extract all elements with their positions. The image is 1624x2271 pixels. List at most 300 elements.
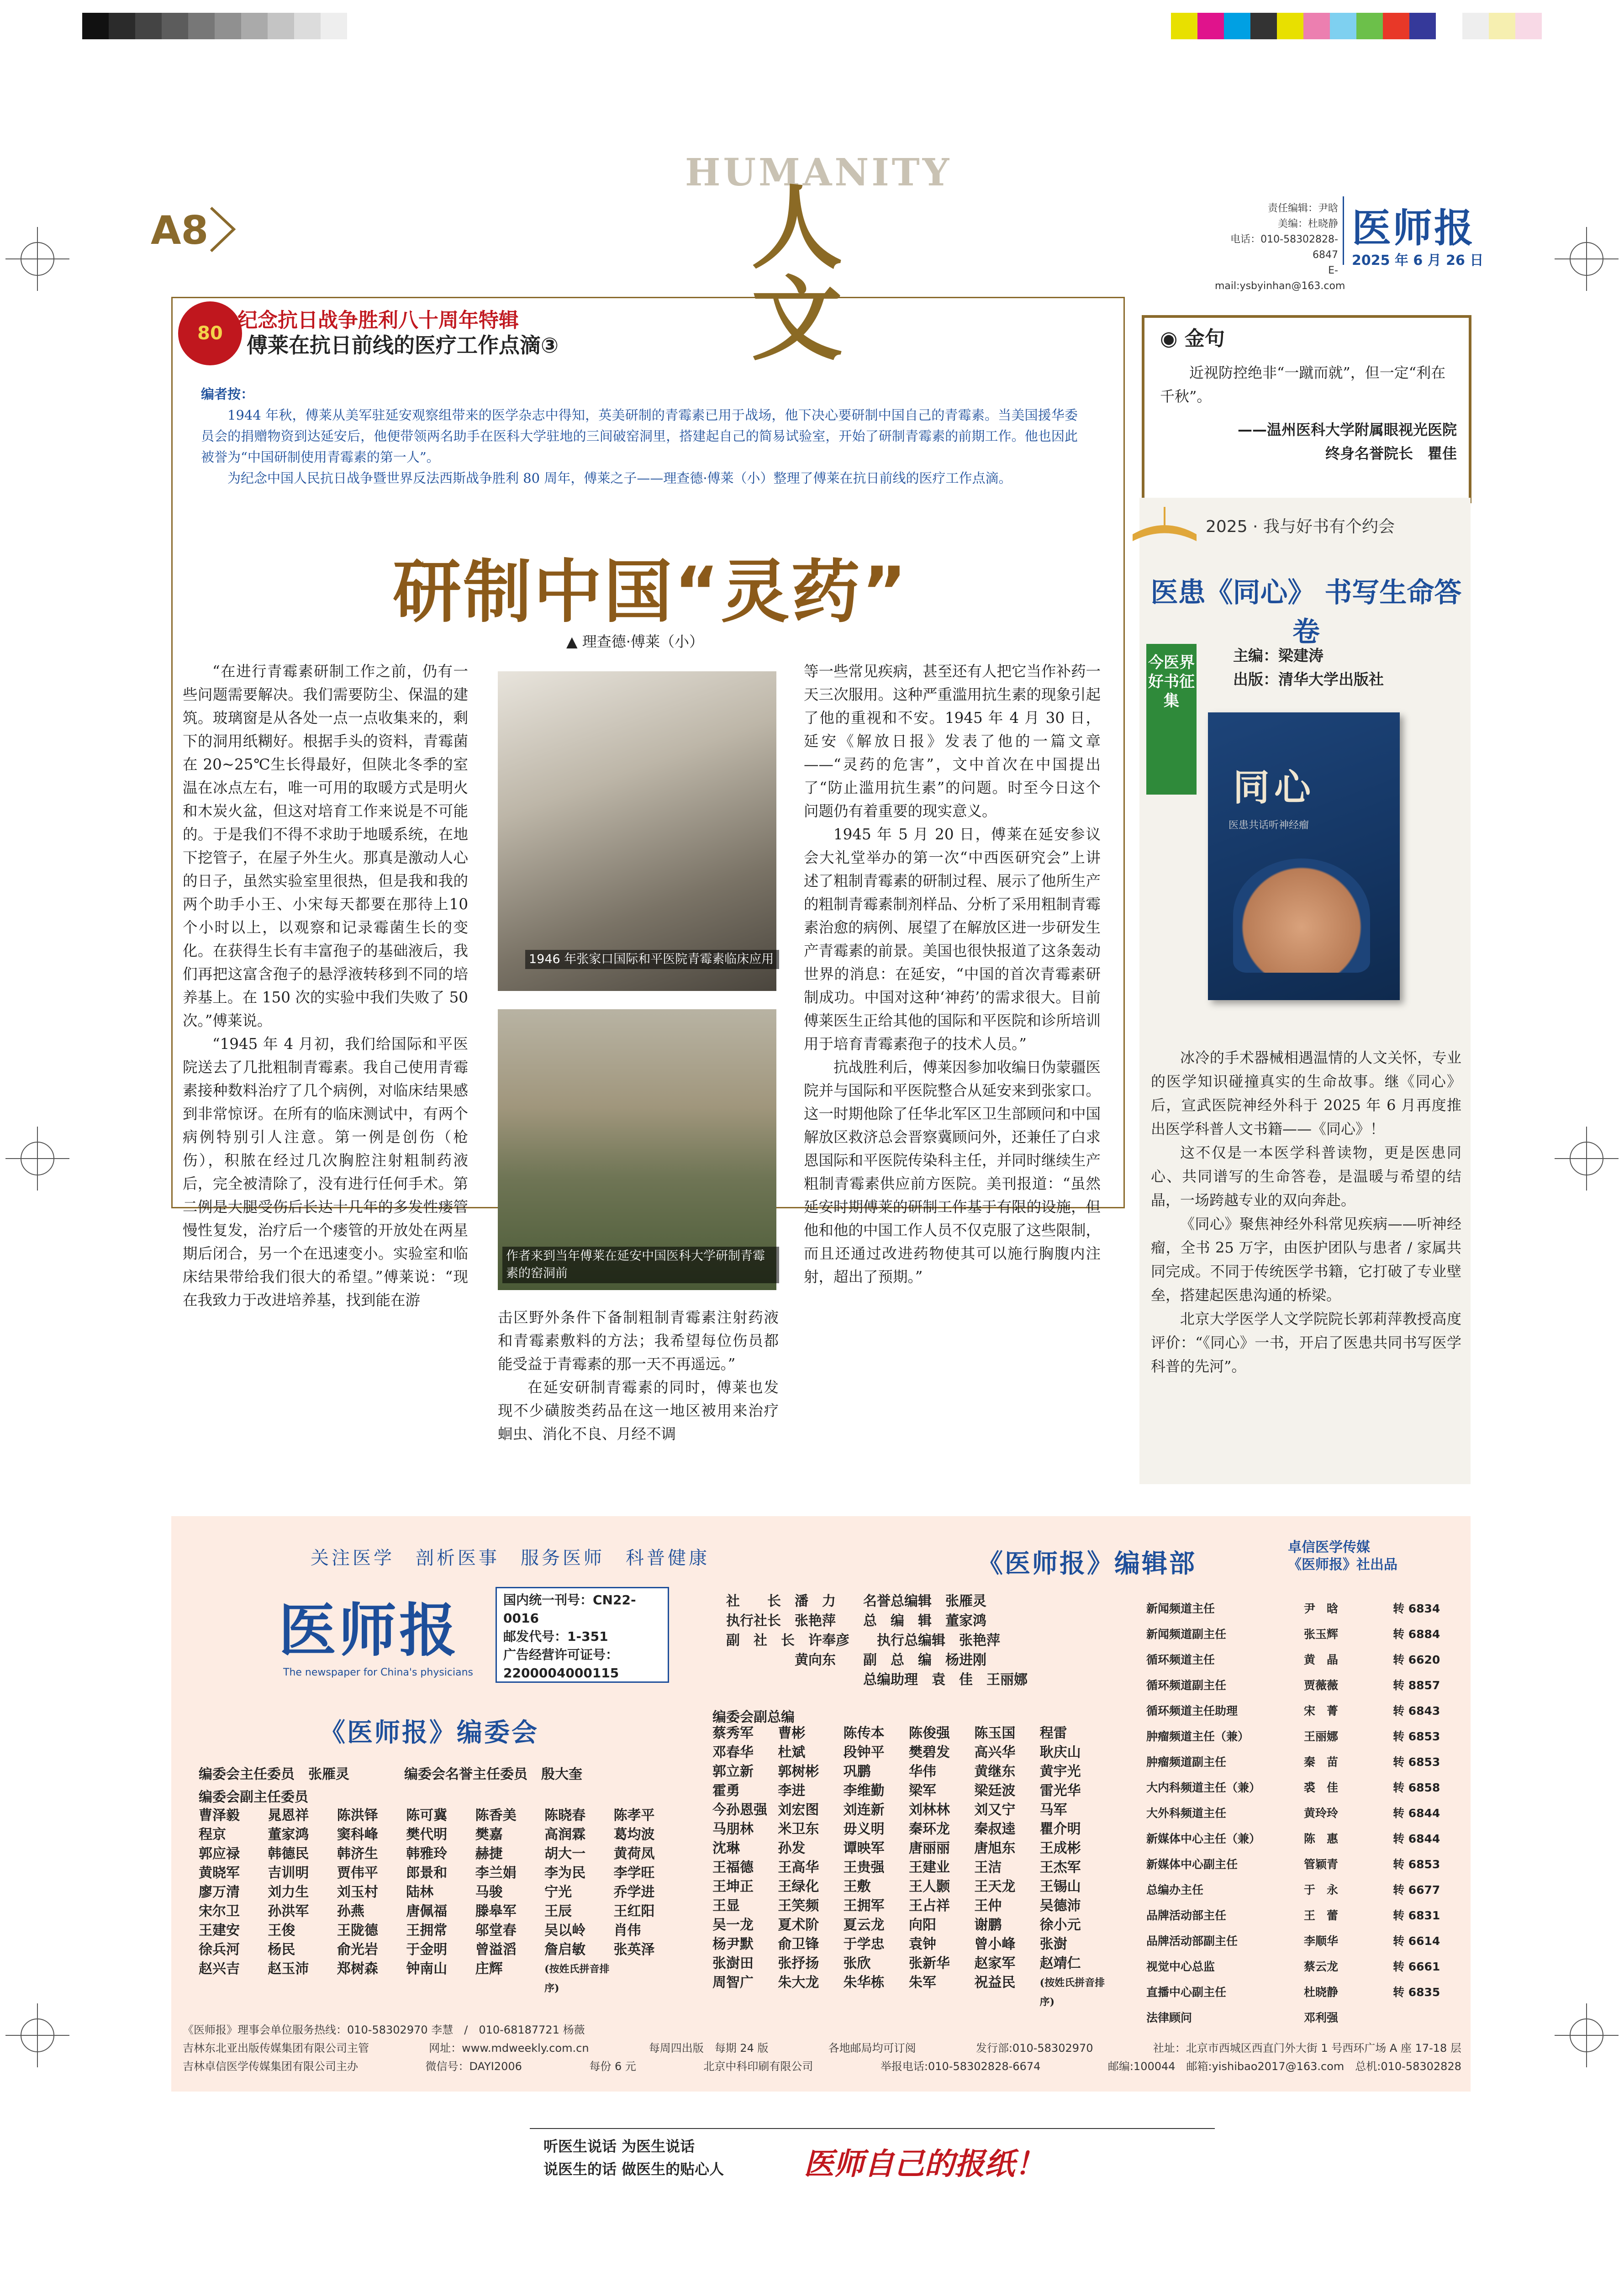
member-name: 樊嘉 xyxy=(475,1827,503,1843)
member-name: 黄晓军 xyxy=(199,1865,240,1881)
channel-row xyxy=(1146,1877,1461,1903)
channel-person: 陈 惠 xyxy=(1304,1832,1339,1845)
editor-note xyxy=(201,384,1078,489)
member-name: 郭树彬 xyxy=(778,1764,819,1780)
member-name: 徐兵河 xyxy=(199,1942,240,1958)
member-name: 吴以岭 xyxy=(544,1923,586,1939)
member-name: 杨民 xyxy=(268,1942,295,1958)
channel-ext: 转 6884 xyxy=(1393,1628,1440,1641)
channel-role: 新媒体中心主任（兼） xyxy=(1146,1832,1261,1845)
member-name: 霍勇 xyxy=(712,1783,740,1799)
channel-row xyxy=(1146,1749,1461,1775)
member-name: 杨尹默 xyxy=(712,1936,754,1952)
member-name: 王洁 xyxy=(974,1860,1002,1876)
member-name: 俞光岩 xyxy=(337,1942,378,1958)
photo-caption: 作者来到当年傅莱在延安中国医科大学研制青霉素的窑洞前 xyxy=(502,1247,779,1283)
registration-mark xyxy=(1570,2018,1603,2052)
anniversary-badge: 80 xyxy=(178,301,242,365)
member-name: 沈琳 xyxy=(712,1840,740,1856)
motto-tagline: 医师自己的报纸！ xyxy=(804,2146,1045,2181)
channel-row xyxy=(1146,1647,1461,1673)
registration-mark xyxy=(21,1142,54,1175)
deputy-editors-title: 编委会副总编 xyxy=(712,1709,795,1725)
member-name: 瞿介明 xyxy=(1039,1821,1081,1837)
channel-person: 张玉辉 xyxy=(1304,1628,1339,1641)
historic-photo xyxy=(498,671,776,991)
note-paragraph: 1944 年秋，傅莱从美军驻延安观察组带来的医学杂志中得知，英美研制的青霉素已用于战场，他下决心要研制中国自己的青霉素。当美国援华委员会的捐赠物资到达延安后，他便带领两名助手在医科大学驻地的三间破窑洞里，搭建起自己的简易试验室，开始了研制青霉素的前期工作。他也因此被誉为“中国研制使用青霉素的第一人”。 xyxy=(201,407,1078,465)
channel-person: 宋 菁 xyxy=(1304,1704,1339,1718)
newspaper-logo: 医师报 xyxy=(279,1597,459,1664)
note-label: 编者按： xyxy=(201,386,254,402)
committee-title: 《医师报》编委会 xyxy=(320,1718,539,1748)
quote-title-text: 金句 xyxy=(1184,327,1225,350)
photo-caption: 1946 年张家口国际和平医院青霉素临床应用 xyxy=(525,950,779,969)
member-name: 巩鹏 xyxy=(843,1764,871,1780)
series-label: 纪念抗日战争胜利八十周年特辑 xyxy=(237,309,519,332)
note-paragraph: 为纪念中国人民抗日战争暨世界反法西斯战争胜利 80 周年，傅莱之子——理查德·傅莱（小）整理了傅莱在抗日前线的医疗工作点滴。 xyxy=(227,470,1012,486)
member-name: 陈孝平 xyxy=(613,1807,655,1823)
member-name: 程京 xyxy=(199,1827,226,1843)
member-name: 王绿化 xyxy=(778,1879,819,1895)
pub-line: 广告经营许可证号： xyxy=(503,1647,619,1662)
motto-line: 听医生说话 为医生说话 xyxy=(543,2138,695,2155)
member-name: 陆林 xyxy=(406,1884,434,1900)
registration-mark xyxy=(21,2018,54,2052)
channel-row xyxy=(1146,1775,1461,1801)
leader-row: 执行社长 张艳萍 总 编 辑 董家鸿 xyxy=(726,1613,986,1629)
member-name: 晁恩祥 xyxy=(268,1807,309,1823)
member-name: 乔学进 xyxy=(613,1884,655,1900)
channel-person: 贾薇薇 xyxy=(1304,1679,1339,1692)
publisher-sub: 《医师报》社出品 xyxy=(1288,1557,1397,1573)
channel-role: 大内科频道主任（兼） xyxy=(1146,1781,1261,1794)
section-title-en: HUMANITY xyxy=(685,151,952,195)
channel-row xyxy=(1146,1673,1461,1698)
channel-ext: 转 6853 xyxy=(1393,1755,1440,1769)
footer-item: 网址：www.mdweekly.com.cn xyxy=(429,2042,589,2055)
member-name: 郎景和 xyxy=(406,1865,448,1881)
member-name: 周智广 xyxy=(712,1975,754,1991)
channel-role: 新闻频道主任 xyxy=(1146,1602,1215,1615)
member-name: 王敷 xyxy=(843,1879,871,1895)
channel-role: 循环频道主任助理 xyxy=(1146,1704,1238,1718)
footer-item: 北京中科印刷有限公司 xyxy=(703,2060,813,2073)
member-name: 耿庆山 xyxy=(1039,1744,1081,1760)
footer-row xyxy=(183,2021,1461,2039)
channel-role: 总编办主任 xyxy=(1146,1883,1204,1897)
member-name: 朱大龙 xyxy=(778,1975,819,1991)
channel-role: 法律顾问 xyxy=(1146,2011,1192,2024)
member-name: 蔡秀军 xyxy=(712,1725,754,1741)
member-name: 王显 xyxy=(712,1898,740,1914)
member-name: 王仲 xyxy=(974,1898,1002,1914)
channel-ext: 转 6834 xyxy=(1393,1602,1440,1615)
channel-person: 王 蕾 xyxy=(1304,1909,1339,1922)
member-name: 杜斌 xyxy=(778,1744,806,1760)
footer-item: 每份 6 元 xyxy=(589,2060,636,2073)
member-name: 陈可冀 xyxy=(406,1807,448,1823)
member-name: 今孙恩强 xyxy=(712,1802,767,1818)
member-name: 袁钟 xyxy=(908,1936,936,1952)
registration-mark xyxy=(1570,242,1603,276)
channel-role: 大外科频道主任 xyxy=(1146,1807,1227,1820)
channel-person: 李顺华 xyxy=(1304,1934,1339,1948)
footer-item: 邮编:100044 邮箱:yishibao2017@163.com 总机:010-58302828 xyxy=(1107,2060,1461,2073)
member-name: 王锡山 xyxy=(1039,1879,1081,1895)
quote-title: ◉ 金句 xyxy=(1160,327,1225,350)
footer-item: 发行部:010-58302970 xyxy=(975,2042,1093,2055)
member-name: 郭立新 xyxy=(712,1764,754,1780)
member-name: 陈香美 xyxy=(475,1807,517,1823)
member-name: 夏术阶 xyxy=(778,1917,819,1933)
member-name: 梁军 xyxy=(908,1783,936,1799)
member-name: 王成彬 xyxy=(1039,1840,1081,1856)
member-name: 秦环龙 xyxy=(908,1821,950,1837)
member-name: 曹泽毅 xyxy=(199,1807,240,1823)
member-name: 于学忠 xyxy=(843,1936,885,1952)
member-name: 詹启敏 xyxy=(544,1942,586,1958)
byline: ▲ 理查德·傅莱（小） xyxy=(566,633,704,650)
channel-person: 裘 佳 xyxy=(1304,1781,1339,1794)
footer-item: 吉林卓信医学传媒集团有限公司主办 xyxy=(183,2060,358,2073)
channel-role: 肿瘤频道副主任 xyxy=(1146,1755,1227,1769)
member-name: 邬堂春 xyxy=(475,1923,517,1939)
editor-line: 电话：010-58302828-6847 xyxy=(1230,234,1338,261)
member-name: 唐旭东 xyxy=(974,1840,1016,1856)
editor-line: 美编：杜晓静 xyxy=(1277,218,1338,230)
member-name: 孙洪军 xyxy=(268,1903,309,1919)
member-name: 刘又宁 xyxy=(974,1802,1016,1818)
channel-row xyxy=(1146,1724,1461,1749)
vice-chairs-list xyxy=(199,1806,683,1998)
member-name: 刘力生 xyxy=(268,1884,309,1900)
member-name: 廖万清 xyxy=(199,1884,240,1900)
member-name: (按姓氏拼音排序) xyxy=(544,1963,610,1994)
paragraph: 抗战胜利后，傅莱因参加收编日伪蒙疆医院并与国际和平医院整合从延安来到张家口。这一时期他除了任华北军区卫生部顾问和中国解放区救济总会晋察冀顾问外，还兼任了白求恩国际和平医院传染科主任，并同时继续生产粗制青霉素供应前方医院。美刊报道：“虽然延安时期傅莱的研制工作基于有限的设施，但他和他的中国工作人员不仅克服了这些限制，而且还通过改进药物使其可以施行胸腹内注射，超出了预期。” xyxy=(804,1059,1101,1286)
member-name: 贾伟平 xyxy=(337,1865,378,1881)
member-name: 肖伟 xyxy=(613,1923,641,1939)
leadership-list xyxy=(726,1591,1028,1690)
member-name: 程雷 xyxy=(1039,1725,1067,1741)
series-subtitle: 傅莱在抗日前线的医疗工作点滴③ xyxy=(247,333,559,358)
channel-person: 邓利强 xyxy=(1304,2011,1339,2024)
channel-person: 黄玲玲 xyxy=(1304,1807,1339,1820)
member-name: 祝益民 xyxy=(974,1975,1016,1991)
publisher-logo xyxy=(1288,1539,1397,1574)
article-column xyxy=(804,660,1101,1289)
channel-person: 尹 晗 xyxy=(1304,1602,1339,1615)
channel-role: 新媒体中心副主任 xyxy=(1146,1858,1238,1871)
member-name: 陈晓春 xyxy=(544,1807,586,1823)
quote-text: 近视防控绝非“一蹴而就”，但一定“利在千秋”。 xyxy=(1160,364,1446,405)
channel-role: 视觉中心总监 xyxy=(1146,1960,1215,1973)
channel-row xyxy=(1146,1826,1461,1852)
member-name: 胡大一 xyxy=(544,1846,586,1862)
publication-info xyxy=(496,1587,669,1683)
channel-row xyxy=(1146,1980,1461,2005)
quote-source-line: ——温州医科大学附属眼视光医院 xyxy=(1237,421,1457,438)
channel-ext: 转 6853 xyxy=(1393,1858,1440,1871)
leader-row: 社 长 潘 力 名誉总编辑 张雁灵 xyxy=(726,1593,986,1609)
channel-role: 直播中心副主任 xyxy=(1146,1986,1227,1999)
cover-title: 同心 xyxy=(1233,766,1315,809)
channel-row xyxy=(1146,1929,1461,1954)
member-name: 黄宇光 xyxy=(1039,1764,1081,1780)
channel-directory xyxy=(1146,1596,1461,2031)
member-name: 郭应禄 xyxy=(199,1846,240,1862)
channel-row xyxy=(1146,1801,1461,1826)
paragraph: “在进行青霉素研制工作之前，仍有一些问题需要解决。我们需要防尘、保温的建筑。玻璃窗是从各处一点一点收集来的，剩下的洞用纸糊好。根据手头的资料，青霉菌在 20~25℃生长得最好，但陕北冬季的室温在冰点左右，唯一可用的取暖方式是明火和木炭火盆，但这对培育工作来说是不可能的。于是我们不得不求助于地暖系统，在地下挖管子，在屋子外生火。那真是激动人心的日子，虽然实验室里很热，但是我和我的两个助手小王、小宋每天都要在那待上10个小时以上，以观察和记录霉菌生长的变化。在获得生长有丰富孢子的基础液后，我们再把这富含孢子的悬浮液转移到不同的培养基上。在 150 次的实验中我们失败了 50 次。”傅莱说。 xyxy=(183,663,468,1029)
quote-source-line: 终身名誉院长 瞿佳 xyxy=(1325,445,1457,462)
member-name: 董家鸿 xyxy=(268,1827,309,1843)
member-name: 李兰娟 xyxy=(475,1865,517,1881)
channel-person: 黄 晶 xyxy=(1304,1653,1339,1666)
member-name: 王贵强 xyxy=(843,1860,885,1876)
member-name: 王红阳 xyxy=(613,1903,655,1919)
member-name: 王俊 xyxy=(268,1923,295,1939)
footer-item: 微信号：DAYI2006 xyxy=(425,2060,522,2073)
member-name: 王拥军 xyxy=(843,1898,885,1914)
member-name: 王福德 xyxy=(712,1860,754,1876)
member-name: 李学旺 xyxy=(613,1865,655,1881)
channel-role: 循环频道副主任 xyxy=(1146,1679,1227,1692)
registration-mark xyxy=(21,242,54,276)
footer-item: 社址：北京市西城区西直门外大街 1 号西环广场 A 座 17-18 层 xyxy=(1153,2042,1461,2055)
book-headline: 医患《同心》 书写生命答卷 xyxy=(1150,577,1462,648)
member-name: 王坤正 xyxy=(712,1879,754,1895)
member-name: 华伟 xyxy=(908,1764,936,1780)
member-name: 张欣 xyxy=(843,1955,871,1971)
member-name: 王杰军 xyxy=(1039,1860,1081,1876)
member-name: 陈传本 xyxy=(843,1725,885,1741)
member-name: 马朋林 xyxy=(712,1821,754,1837)
member-name: 王陇德 xyxy=(337,1923,378,1939)
member-name: 王建安 xyxy=(199,1923,240,1939)
leader-row: 副 社 长 许奉彦 执行总编辑 张艳萍 xyxy=(726,1633,1000,1649)
member-name: 宁光 xyxy=(544,1884,572,1900)
member-name: 宋尔卫 xyxy=(199,1903,240,1919)
footer-item: 吉林东北亚出版传媒集团有限公司主管 xyxy=(183,2042,369,2055)
member-name: 高润霖 xyxy=(544,1827,586,1843)
footer-info xyxy=(183,2021,1461,2076)
gray-calibration-bar xyxy=(82,13,347,39)
member-name: 唐丽丽 xyxy=(908,1840,950,1856)
member-name: 刘连新 xyxy=(843,1802,885,1818)
member-name: 刘玉村 xyxy=(337,1884,378,1900)
channel-person: 于 永 xyxy=(1304,1883,1339,1897)
divider xyxy=(530,2128,1215,2129)
member-name: 李维勤 xyxy=(843,1783,885,1799)
member-name: 高兴华 xyxy=(974,1744,1016,1760)
pub-line: 2200004000115 xyxy=(503,1665,619,1681)
member-name: 于金明 xyxy=(406,1942,448,1958)
member-name: 王天龙 xyxy=(974,1879,1016,1895)
member-name: 王占祥 xyxy=(908,1898,950,1914)
book-description xyxy=(1151,1046,1461,1378)
footer-item: 举报电话:010-58302828-6674 xyxy=(880,2060,1041,2073)
channel-ext: 转 6858 xyxy=(1393,1781,1440,1794)
member-name: 刘宏图 xyxy=(778,1802,819,1818)
member-name: 王高华 xyxy=(778,1860,819,1876)
editorial-dept-title: 《医师报》编辑部 xyxy=(977,1549,1197,1579)
member-name: 王笑频 xyxy=(778,1898,819,1914)
member-name: 谭映军 xyxy=(843,1840,885,1856)
channel-row xyxy=(1146,1698,1461,1724)
member-name: 庄辉 xyxy=(475,1961,503,1977)
channel-row xyxy=(1146,1903,1461,1929)
channel-ext: 转 6614 xyxy=(1393,1934,1440,1948)
book-editor: 主编：梁建涛 xyxy=(1233,647,1323,664)
member-name: 秦叔逵 xyxy=(974,1821,1016,1837)
channel-ext: 转 6835 xyxy=(1393,1986,1440,1999)
section-title: 人文 xyxy=(751,174,875,373)
paragraph: 北京大学医学人文学院院长郭莉萍教授高度评价：“《同心》一书，开启了医患共同书写医学科普的先河”。 xyxy=(1151,1310,1461,1375)
channel-ext: 转 6661 xyxy=(1393,1960,1440,1973)
footer-row xyxy=(183,2057,1461,2076)
quote-source xyxy=(1169,418,1457,465)
member-name: 俞卫锋 xyxy=(778,1936,819,1952)
footer-item: 《医师报》理事会单位服务热线：010-58302970 李慧 / 010-68187721 杨薇 xyxy=(183,2023,585,2036)
member-name: 赵家军 xyxy=(974,1955,1016,1971)
channel-ext: 转 6677 xyxy=(1393,1883,1440,1897)
footer-item: 各地邮局均可订阅 xyxy=(828,2042,916,2055)
paragraph: 冰冷的手术器械相遇温情的人文关怀，专业的医学知识碰撞真实的生命故事。继《同心》后，宣武医院神经外科于 2025 年 6 月再度推出医学科普人文书籍——《同心》！ xyxy=(1151,1049,1461,1138)
member-name: 吴一龙 xyxy=(712,1917,754,1933)
masthead-logo: 医师报 xyxy=(1352,205,1475,251)
newspaper-logo-en: The newspaper for China's physicians xyxy=(283,1667,474,1678)
member-name: 郑树森 xyxy=(337,1961,378,1977)
channel-ext: 转 6844 xyxy=(1393,1832,1440,1845)
leader-row: 总编助理 袁 佳 王丽娜 xyxy=(726,1672,1028,1688)
member-name: 滕皋军 xyxy=(475,1903,517,1919)
paragraph: “1945 年 4 月初，我们给国际和平医院送去了几批粗制青霉素。我自己使用青霉素接种数料治疗了几个病例，对临床结果感到非常惊讶。在所有的临床测试中，有两个病例特别引人注意。第一例是创伤（枪伤），积脓在经过几次胸腔注射粗制药液后，完全被清除了，没有进行任何手术。第二例是大腿受伤后长达十几年的多发性瘘管慢性复发，治疗后一个瘘管的开放处在两星期后闭合，另一个在迅速变小。实验室和临床结果带给我们很大的希望。”傅莱说：“现在我致力于改进培养基，找到能在游 xyxy=(183,1035,468,1309)
member-name: 樊代明 xyxy=(406,1827,448,1843)
member-name: 王拥常 xyxy=(406,1923,448,1939)
member-name: 赵玉沛 xyxy=(268,1961,309,1977)
channel-person: 王丽娜 xyxy=(1304,1730,1339,1743)
book-tag: 2025 · 我与好书有个约会 xyxy=(1206,517,1395,536)
channel-role: 品牌活动部副主任 xyxy=(1146,1934,1238,1948)
book-ribbon: 今医界好书征集 xyxy=(1146,644,1197,795)
member-name: 段钟平 xyxy=(843,1744,885,1760)
member-name: 张抒扬 xyxy=(778,1955,819,1971)
publisher-name: 卓信医学传媒 xyxy=(1288,1539,1370,1555)
article-column xyxy=(498,1306,779,1446)
chevron-right-icon xyxy=(206,205,238,253)
member-name: 谢鹏 xyxy=(974,1917,1002,1933)
member-name: 孙燕 xyxy=(337,1903,364,1919)
channel-ext: 转 6844 xyxy=(1393,1807,1440,1820)
member-name: 曹彬 xyxy=(778,1725,806,1741)
committee-chairs: 编委会主任委员 张雁灵 编委会名誉主任委员 殷大奎 xyxy=(199,1766,582,1782)
deputy-editors-list xyxy=(712,1724,1105,2012)
member-name: 刘林林 xyxy=(908,1802,950,1818)
member-name: 陈玉国 xyxy=(974,1725,1016,1741)
footer-item: 每周四出版 每期 24 版 xyxy=(649,2042,769,2055)
member-name: 毋义明 xyxy=(843,1821,885,1837)
member-name: 李进 xyxy=(778,1783,806,1799)
member-name: 张澍田 xyxy=(712,1955,754,1971)
pub-line: 国内统一刊号：CN22-0016 xyxy=(503,1592,636,1626)
paragraph: 击区野外条件下备制粗制青霉素注射药液和青霉素敷料的方法；我希望每位伤员都能受益于青霉素的那一天不再遥远。” xyxy=(498,1309,779,1373)
member-name: 赫捷 xyxy=(475,1846,503,1862)
member-name: 李为民 xyxy=(544,1865,586,1881)
article-column xyxy=(183,660,468,1312)
member-name: 向阳 xyxy=(908,1917,936,1933)
cover-subtitle: 医患共话听神经瘤 xyxy=(1229,820,1309,831)
editor-info xyxy=(1215,201,1345,294)
book-publisher: 出版：清华大学出版社 xyxy=(1233,670,1384,688)
member-name: 朱军 xyxy=(908,1975,936,1991)
channel-person: 杜晓静 xyxy=(1304,1986,1339,1999)
channel-person: 蔡云龙 xyxy=(1304,1960,1339,1973)
paragraph: 《同心》聚焦神经外科常见疾病——听神经瘤，全书 25 万字，由医护团队与患者 / 家属共同完成。不同于传统医学书籍，它打破了专业壁垒，搭建起医患沟通的桥梁。 xyxy=(1151,1215,1461,1304)
member-name: 吴德沛 xyxy=(1039,1898,1081,1914)
divider xyxy=(1343,196,1344,265)
member-name: 韩雅玲 xyxy=(406,1846,448,1862)
member-name: 张英泽 xyxy=(613,1942,655,1958)
member-name: 徐小元 xyxy=(1039,1917,1081,1933)
paragraph: 1945 年 5 月 20 日，傅莱在延安参议会大礼堂举办的第一次“中西医研究会”上讲述了粗制青霉素的研制过程、展示了他所生产的粗制青霉素制剂样品、分析了采用粗制青霉素治愈的病例、展望了在解放区进一步研发生产青霉素的前景。美国也很快报道了这条轰动世界的消息：在延安，“中国的首次青霉素研制成功。中国对这种‘神药’的需求很大。目前傅莱医生正给其他的国际和平医院和诊所培训用于培育青霉素孢子的技术人员。” xyxy=(804,826,1101,1053)
member-name: 陈洪铎 xyxy=(337,1807,378,1823)
member-name: 葛均波 xyxy=(613,1827,655,1843)
motto-line: 说医生的话 做医生的贴心人 xyxy=(543,2160,724,2178)
member-name: 王辰 xyxy=(544,1903,572,1919)
member-name: 唐佩福 xyxy=(406,1903,448,1919)
slogan: 关注医学 剖析医事 服务医师 科普健康 xyxy=(311,1548,710,1569)
channel-role: 新闻频道副主任 xyxy=(1146,1628,1227,1641)
channel-person: 秦 苗 xyxy=(1304,1755,1339,1769)
member-name: 邓春华 xyxy=(712,1744,754,1760)
page-number: A8 xyxy=(151,208,209,253)
member-name: 孙发 xyxy=(778,1840,806,1856)
paragraph: 在延安研制青霉素的同时，傅莱也发现不少磺胺类药品在这一地区被用来治疗蛔虫、消化不良、月经不调 xyxy=(498,1379,779,1443)
channel-ext: 转 6843 xyxy=(1393,1704,1440,1718)
member-name: (按姓氏拼音排序) xyxy=(1039,1977,1105,2008)
member-name: 雷光华 xyxy=(1039,1783,1081,1799)
paragraph: 这不仅是一本医学科普读物，更是医患同心、共同谱写的生命答卷，是温暖与希望的结晶，一场跨越专业的双向奔赴。 xyxy=(1151,1144,1461,1209)
member-name: 樊碧发 xyxy=(908,1744,950,1760)
channel-role: 品牌活动部主任 xyxy=(1146,1909,1227,1922)
channel-row xyxy=(1146,1596,1461,1622)
channel-ext: 转 8857 xyxy=(1393,1679,1440,1692)
book-icon xyxy=(1128,498,1201,548)
member-name: 黄荷凤 xyxy=(613,1846,655,1862)
book-meta xyxy=(1233,644,1384,691)
member-name: 马军 xyxy=(1039,1802,1067,1818)
channel-role: 循环频道主任 xyxy=(1146,1653,1215,1666)
member-name: 米卫东 xyxy=(778,1821,819,1837)
member-name: 钟南山 xyxy=(406,1961,448,1977)
member-name: 赵靖仁 xyxy=(1039,1955,1081,1971)
channel-ext: 转 6853 xyxy=(1393,1730,1440,1743)
paragraph: 等一些常见疾病，甚至还有人把它当作补药一天三次服用。这种严重滥用抗生素的现象引起了他的重视和不安。1945 年 4 月 30 日，延安《解放日报》发表了他的一篇文章——“灵药的危害”，文中首次在中国提出了“防止滥用抗生素”的问题。时至今日这个问题仍有着重要的现实意义。 xyxy=(804,663,1101,820)
member-name: 王人颢 xyxy=(908,1879,950,1895)
member-name: 梁廷波 xyxy=(974,1783,1016,1799)
headline: 研制中国“灵药” xyxy=(393,553,909,632)
color-calibration-bar xyxy=(1171,13,1542,39)
member-name: 马骏 xyxy=(475,1884,503,1900)
editor-line: E-mail:ysbyinhan@163.com xyxy=(1215,265,1345,292)
motto xyxy=(543,2135,724,2181)
editor-line: 责任编辑：尹晗 xyxy=(1267,203,1338,214)
member-name: 吉训明 xyxy=(268,1865,309,1881)
vice-chairs-title: 编委会副主任委员 xyxy=(199,1789,308,1805)
member-name: 曾小峰 xyxy=(974,1936,1016,1952)
member-name: 夏云龙 xyxy=(843,1917,885,1933)
member-name: 王建业 xyxy=(908,1860,950,1876)
member-name: 朱华栋 xyxy=(843,1975,885,1991)
